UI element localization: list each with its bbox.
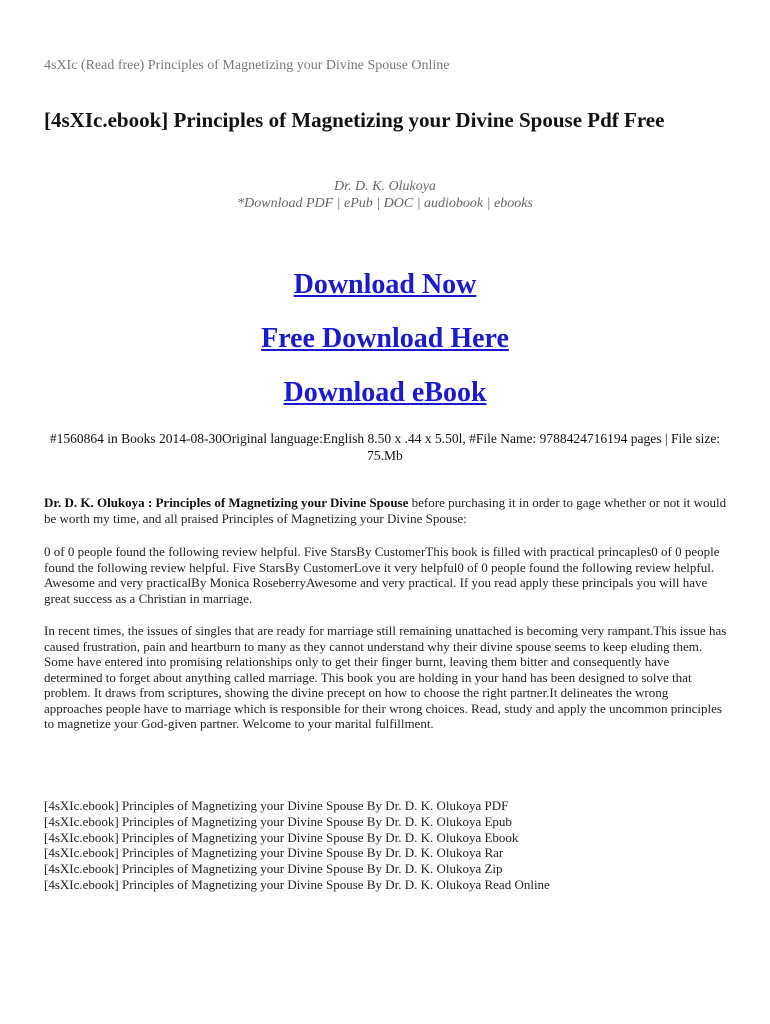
- description-paragraph: In recent times, the issues of singles that are ready for marriage still remaining unattached is becoming very rampant.This issue has caused frustration, pain and heartburn to many as they cannot understand why their divine spouse seems to keep eluding them. Some have entered into promising relationships only to get their finger burnt, leaving them bitter and consequently have determined to forget about anything called marriage. This book you are holding in your hand has been designed to solve that problem. It draws from scriptures, showing the divine precept on how to choose the right partner.It delineates the wrong approaches people have to marriage which is responsible for their wrong choices. Read, study and apply the uncommon principles to magnetize your God-given partner. Welcome to your marital fulfillment.: [44, 623, 727, 731]
- free-download-link[interactable]: Free Download Here: [261, 323, 509, 354]
- format-item: [4sXIc.ebook] Principles of Magnetizing your Divine Spouse By Dr. D. K. Olukoya Read Online: [44, 876, 550, 892]
- format-item: [4sXIc.ebook] Principles of Magnetizing your Divine Spouse By Dr. D. K. Olukoya Rar: [44, 845, 504, 861]
- page-title: [4sXIc.ebook] Principles of Magnetizing your Divine Spouse Pdf Free: [44, 108, 665, 132]
- book-meta: #1560864 in Books 2014-08-30Original language:English 8.50 x .44 x 5.50l, #File Name: 9788424716194 pages | File size: 75.Mb: [49, 431, 721, 463]
- download-now-link[interactable]: Download Now: [293, 269, 477, 300]
- intro-paragraph: [44, 495, 729, 526]
- reviews-paragraph: 0 of 0 people found the following review helpful. Five StarsBy CustomerThis book is filled with practical princaples0 of 0 people found the following review helpful. Five StarsBy CustomerLove it very helpful0 of 0 people found the following review helpful. Awesome and very practicalBy Monica RoseberryAwesome and very practical. If you read apply these principals you will have great success as a Christian in marriage.: [44, 544, 720, 606]
- download-links: [0, 266, 770, 428]
- download-ebook-link[interactable]: Download eBook: [283, 377, 487, 408]
- intro-bold: Dr. D. K. Olukoya : Principles of Magnetizing your Divine Spouse: [44, 495, 409, 510]
- format-item: [4sXIc.ebook] Principles of Magnetizing your Divine Spouse By Dr. D. K. Olukoya Epub: [44, 813, 512, 829]
- format-list: [44, 798, 550, 893]
- format-item: [4sXIc.ebook] Principles of Magnetizing your Divine Spouse By Dr. D. K. Olukoya Zip: [44, 861, 503, 877]
- intro-rest: before purchasing it in order to gage whether or not it would be worth my time, and all praised Principles of Magnetizing your Divine Spouse:: [44, 495, 727, 526]
- page-header: 4sXIc (Read free) Principles of Magnetizing your Divine Spouse Online: [44, 58, 450, 73]
- formats-line: *Download PDF | ePub | DOC | audiobook | ebooks: [237, 196, 533, 211]
- author-block: [0, 178, 770, 212]
- format-item: [4sXIc.ebook] Principles of Magnetizing your Divine Spouse By Dr. D. K. Olukoya Ebook: [44, 829, 519, 845]
- author-name: Dr. D. K. Olukoya: [334, 179, 436, 194]
- format-item: [4sXIc.ebook] Principles of Magnetizing your Divine Spouse By Dr. D. K. Olukoya PDF: [44, 798, 509, 813]
